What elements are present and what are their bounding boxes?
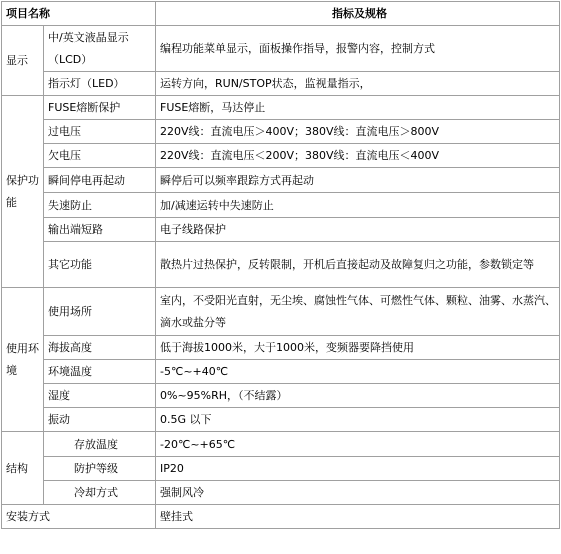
table-row (2, 481, 560, 505)
table-row (2, 72, 560, 96)
row-name: 湿度 (44, 384, 156, 408)
row-value: 瞬停后可以频率跟踪方式再起动 (156, 168, 560, 193)
row-name: 防护等级 (44, 457, 156, 481)
table-row (2, 120, 560, 144)
row-value: FUSE熔断，马达停止 (156, 96, 560, 120)
row-name: 输出端短路 (44, 218, 156, 242)
row-value: 220V线：直流电压＜200V；380V线：直流电压＜400V (156, 144, 560, 168)
row-name: 使用场所 (44, 288, 156, 336)
row-name: 振动 (44, 408, 156, 432)
header-item-name: 项目名称 (2, 2, 156, 26)
spec-table (1, 1, 560, 529)
row-value: -5℃~+40℃ (156, 360, 560, 384)
table-row (2, 360, 560, 384)
row-value: 室内，不受阳光直射，无尘埃、腐蚀性气体、可燃性气体、颗粒、油雾、水蒸汽、滴水或盐分等 (156, 288, 560, 336)
table-row (2, 384, 560, 408)
header-row (2, 2, 560, 26)
category-environment: 使用环境 (2, 288, 44, 432)
table-row (2, 336, 560, 360)
row-name: 瞬间停电再起动 (44, 168, 156, 193)
table-row (2, 457, 560, 481)
row-value: -20℃~+65℃ (156, 432, 560, 457)
table-row (2, 144, 560, 168)
row-name: 中/英文液晶显示（LCD） (44, 26, 156, 72)
row-name: 存放温度 (44, 432, 156, 457)
row-value: 编程功能菜单显示，面板操作指导，报警内容，控制方式 (156, 26, 560, 72)
row-name: 过电压 (44, 120, 156, 144)
table-row (2, 26, 560, 72)
install-label: 安装方式 (2, 505, 156, 529)
row-value: 0%~95%RH，（不结露） (156, 384, 560, 408)
row-value: 散热片过热保护，反转限制，开机后直接起动及故障复归之功能，参数锁定等 (156, 242, 560, 288)
table-row (2, 168, 560, 193)
row-value: 强制风冷 (156, 481, 560, 505)
header-spec: 指标及规格 (156, 2, 560, 26)
row-value: 加/减速运转中失速防止 (156, 193, 560, 218)
table-row (2, 505, 560, 529)
table-row (2, 96, 560, 120)
table-row (2, 242, 560, 288)
table-row (2, 408, 560, 432)
category-structure: 结构 (2, 432, 44, 505)
category-display: 显示 (2, 26, 44, 96)
row-name: 失速防止 (44, 193, 156, 218)
table-row (2, 193, 560, 218)
install-value: 壁挂式 (156, 505, 560, 529)
row-name: 欠电压 (44, 144, 156, 168)
table-row (2, 432, 560, 457)
category-protection: 保护功能 (2, 96, 44, 288)
row-value: 0.5G 以下 (156, 408, 560, 432)
row-name: 环境温度 (44, 360, 156, 384)
row-value: 电子线路保护 (156, 218, 560, 242)
row-value: 220V线：直流电压＞400V；380V线：直流电压＞800V (156, 120, 560, 144)
row-name: 冷却方式 (44, 481, 156, 505)
row-value: 运转方向，RUN/STOP状态，监视量指示， (156, 72, 560, 96)
table-row (2, 288, 560, 336)
row-name: FUSE熔断保护 (44, 96, 156, 120)
table-row (2, 218, 560, 242)
row-value: 低于海拔1000米，大于1000米，变频器要降挡使用 (156, 336, 560, 360)
row-name: 指示灯（LED） (44, 72, 156, 96)
row-name: 其它功能 (44, 242, 156, 288)
row-name: 海拔高度 (44, 336, 156, 360)
row-value: IP20 (156, 457, 560, 481)
